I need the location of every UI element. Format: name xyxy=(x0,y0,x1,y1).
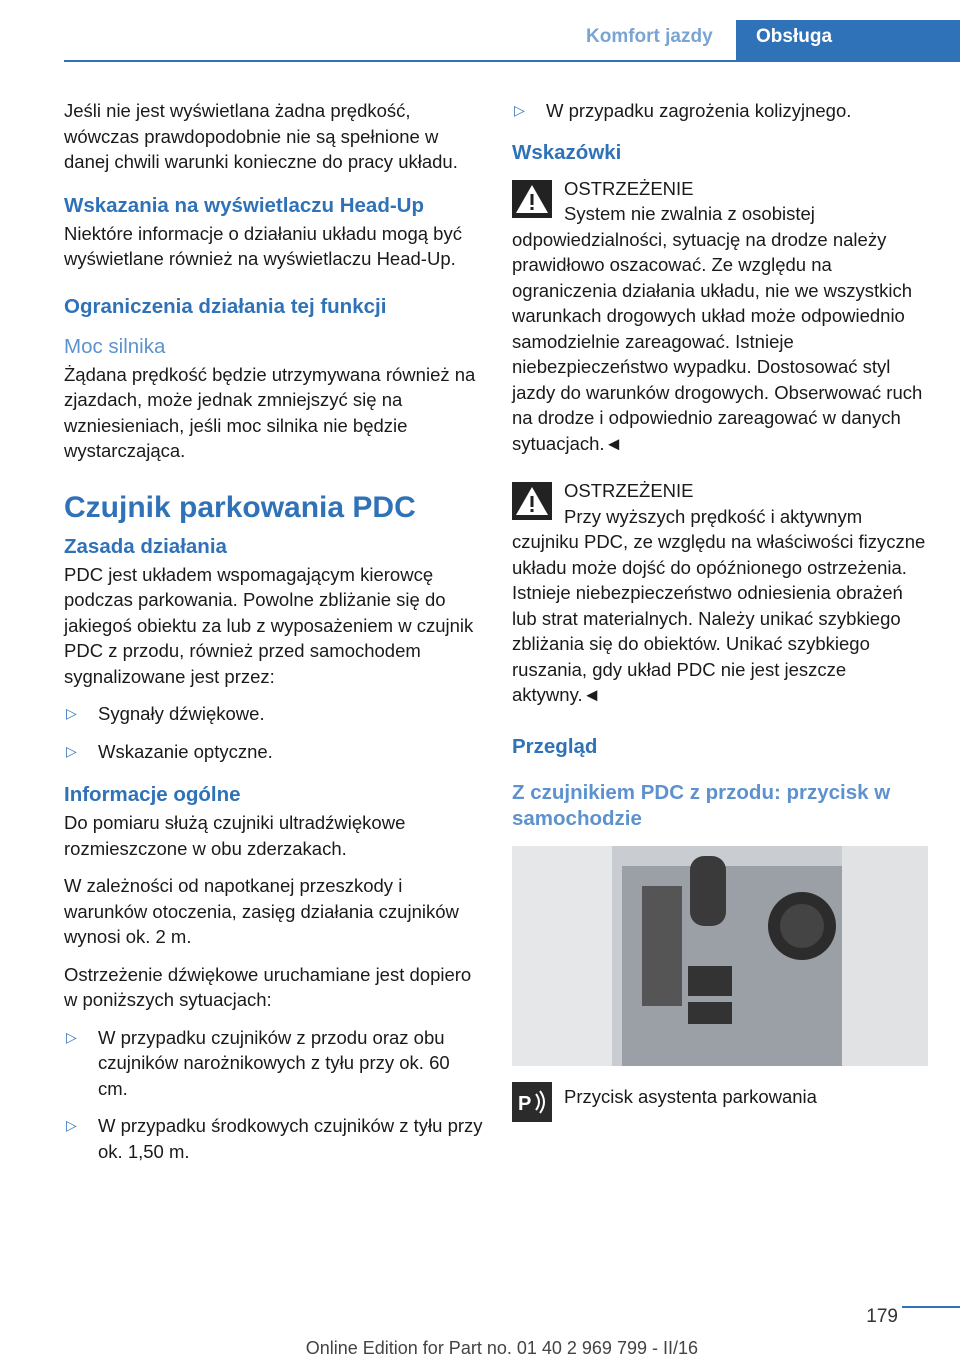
paragraph: Do pomiaru służą czujniki ultradźwiękowe rozmieszczone w obu zderzakach. xyxy=(64,812,406,859)
triangle-bullet-icon: ▷ xyxy=(66,1117,77,1133)
list-item: ▷ W przypadku zagrożenia kolizyjnego. xyxy=(512,98,928,124)
page-number: 179 xyxy=(866,1306,898,1327)
warning-block xyxy=(512,478,928,708)
footer-rule xyxy=(902,1306,960,1308)
paragraph: Ostrzeżenie dźwiękowe uruchamiane jest dopiero w poniższych sytuacjach: xyxy=(64,963,472,1010)
warning-block xyxy=(512,176,928,457)
left-column xyxy=(64,98,484,1176)
heading-tips: Wskazówki xyxy=(512,140,622,164)
list-item: ▷ Sygnały dźwiękowe. xyxy=(64,701,484,727)
heading-limits: Ograniczenia działania tej funkcji xyxy=(64,294,387,318)
triangle-bullet-icon: ▷ xyxy=(514,102,525,118)
park-assist-button-icon xyxy=(512,1082,552,1122)
page-header xyxy=(0,0,960,62)
heading-engine: Moc silnika xyxy=(64,334,166,358)
heading-overview: Przegląd xyxy=(512,734,598,758)
right-column xyxy=(512,98,928,1122)
paragraph: PDC jest układem wspomagającym kierowcę podczas parkowania. Powolne zbliżanie się do jakiegoś obiektu za lub z wyposażeniem w czujnik PDC z przodu, również przed samochodem sygnalizowane jest przez: xyxy=(64,563,474,687)
heading-general: Informacje ogólne xyxy=(64,783,241,806)
paragraph: W zależności od napotkanej przeszkody i warunków otoczenia, zasięg działania czujników wynosi ok. 2 m. xyxy=(64,875,459,947)
bullet-list xyxy=(64,701,484,764)
section-tab: Komfort jazdy xyxy=(586,26,713,47)
heading-pdc: Czujnik parkowania PDC xyxy=(64,490,416,524)
paragraph: Żądana prędkość będzie utrzymywana również na zjazdach, może jednak zmniejszyć się na wzniesieniach, jeśli moc silnika nie będzie wystarczająca. xyxy=(64,363,476,461)
heading-principle: Zasada działania xyxy=(64,534,227,558)
paragraph: Niektóre informacje o działaniu układu mogą być wyświetlane również na wyświetlaczu Head-Up. xyxy=(64,222,462,269)
warning-label: OSTRZEŻENIE xyxy=(564,480,694,501)
list-item: ▷ Wskazanie optyczne. xyxy=(64,739,484,765)
warning-triangle-icon xyxy=(512,180,552,218)
heading-front-sensor: Z czujnikiem PDC z przodu: przycisk w samochodzie xyxy=(512,780,891,830)
warning-text: Przy wyższych prędkość i aktywnym czujniku PDC, ze względu na właściwości fizyczne układu może dojść do opóźnionego ostrzeżenia. Istnieje niebezpieczeństwo odniesienia obrażeń lub strat materialnych. Należy unikać szybkiego zbliżania się do obiektów. Unikać szybkiego ruszania, gdy układ PDC nie jest jeszcze aktywny.◄ xyxy=(512,505,926,705)
list-item: ▷ W przypadku środkowych czujników z tyłu przy ok. 1,50 m. xyxy=(66,1115,483,1162)
warning-label: OSTRZEŻENIE xyxy=(564,177,694,199)
chapter-tab: Obsługa xyxy=(736,20,960,62)
bullet-list xyxy=(512,98,928,124)
triangle-bullet-icon: ▷ xyxy=(66,742,77,759)
warning-text: System nie zwalnia z osobistej odpowiedzialności, sytuację na drodze należy prawidłowo oszacować. Ze względu na ograniczenia działania układu, nie we wszystkich warunkach drogowych układ może odpowiednio samodzielnie zareagować. Istnieje niebezpieczeństwo wypadku. Dostosować styl jazdy do warunków drogowych. Obserwować ruch na drodze i odpowiednio zareagować w danych sytuacjach.◄ xyxy=(512,203,923,454)
paragraph: Jeśli nie jest wyświetlana żadna prędkość, wówczas prawdopodobnie nie są spełnione w danej chwili warunki konieczne do pracy układu. xyxy=(64,100,458,172)
center-console-photo xyxy=(512,846,928,1066)
header-rule xyxy=(64,60,960,62)
triangle-bullet-icon: ▷ xyxy=(66,1028,77,1045)
list-item: ▷ W przypadku czujników z przodu oraz obu czujników narożnikowych z tyłu przy ok. 60 cm. xyxy=(66,1026,450,1099)
heading-hud: Wskazania na wyświetlaczu Head-Up xyxy=(64,193,425,217)
edition-note: Online Edition for Part no. 01 40 2 969 799 - II/16 xyxy=(305,1338,698,1358)
button-legend xyxy=(512,1082,928,1122)
button-caption: Przycisk asystenta parkowania xyxy=(564,1085,817,1107)
triangle-bullet-icon: ▷ xyxy=(66,705,77,721)
bullet-list xyxy=(64,1025,484,1165)
svg-text:P: P xyxy=(518,1092,532,1115)
warning-triangle-icon xyxy=(512,482,552,520)
